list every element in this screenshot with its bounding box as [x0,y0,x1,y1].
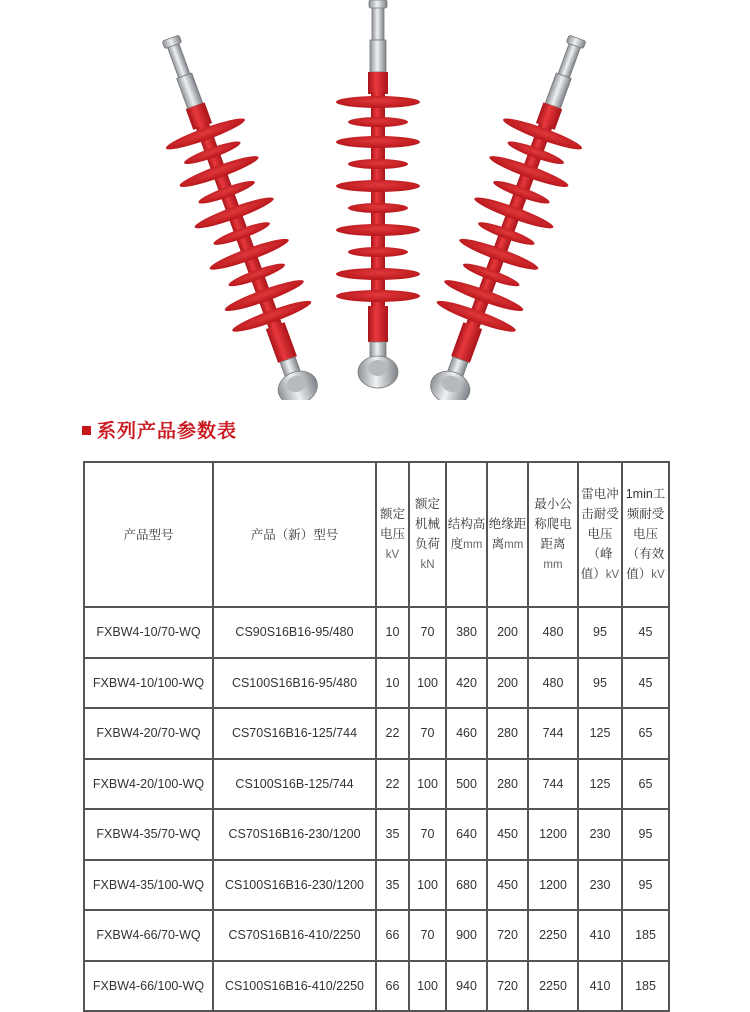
cell-rated-voltage: 22 [376,759,409,810]
col-header-lightning-voltage: 雷电冲击耐受电压（峰值）kV [578,462,622,607]
cell-insulation-distance: 450 [487,860,528,911]
cell-height: 900 [446,910,487,961]
cell-creepage: 2250 [528,961,578,1012]
cell-rated-voltage: 35 [376,860,409,911]
cell-lightning-voltage: 95 [578,658,622,709]
cell-new-model: CS100S16B16-230/1200 [213,860,376,911]
cell-insulation-distance: 450 [487,809,528,860]
col-header-mech-load: 额定机械负荷kN [409,462,446,607]
cell-model: FXBW4-10/70-WQ [84,607,213,658]
cell-new-model: CS100S16B16-95/480 [213,658,376,709]
heading-marker [82,426,91,435]
cell-height: 380 [446,607,487,658]
table-row [84,809,669,860]
col-header-rated-voltage: 额定电压 kV [376,462,409,607]
cell-power-freq-voltage: 45 [622,658,669,709]
cell-new-model: CS70S16B16-125/744 [213,708,376,759]
cell-power-freq-voltage: 95 [622,809,669,860]
table-row [84,607,669,658]
cell-height: 640 [446,809,487,860]
cell-model: FXBW4-20/100-WQ [84,759,213,810]
cell-mech-load: 100 [409,658,446,709]
cell-height: 680 [446,860,487,911]
cell-model: FXBW4-35/70-WQ [84,809,213,860]
cell-insulation-distance: 280 [487,708,528,759]
cell-rated-voltage: 35 [376,809,409,860]
cell-height: 500 [446,759,487,810]
section-title: 系列产品参数表 [97,419,238,442]
cell-power-freq-voltage: 185 [622,961,669,1012]
cell-height: 460 [446,708,487,759]
cell-mech-load: 100 [409,860,446,911]
cell-power-freq-voltage: 95 [622,860,669,911]
cell-rated-voltage: 22 [376,708,409,759]
cell-creepage: 744 [528,759,578,810]
cell-insulation-distance: 200 [487,658,528,709]
col-header-new-model: 产品（新）型号 [213,462,376,607]
cell-creepage: 2250 [528,910,578,961]
cell-new-model: CS100S16B-125/744 [213,759,376,810]
cell-power-freq-voltage: 45 [622,607,669,658]
table-row [84,759,669,810]
cell-model: FXBW4-10/100-WQ [84,658,213,709]
table-row [84,658,669,709]
cell-creepage: 480 [528,658,578,709]
cell-lightning-voltage: 230 [578,809,622,860]
cell-rated-voltage: 10 [376,658,409,709]
table-row [84,860,669,911]
cell-lightning-voltage: 410 [578,961,622,1012]
cell-creepage: 744 [528,708,578,759]
cell-rated-voltage: 10 [376,607,409,658]
section-heading [82,414,237,444]
table-header-row [84,462,669,607]
cell-power-freq-voltage: 65 [622,708,669,759]
cell-power-freq-voltage: 65 [622,759,669,810]
table-row [84,910,669,961]
cell-model: FXBW4-35/100-WQ [84,860,213,911]
col-header-insulation-distance: 绝缘距离mm [487,462,528,607]
table-row [84,961,669,1012]
cell-insulation-distance: 200 [487,607,528,658]
cell-rated-voltage: 66 [376,961,409,1012]
cell-creepage: 1200 [528,809,578,860]
cell-lightning-voltage: 95 [578,607,622,658]
cell-lightning-voltage: 410 [578,910,622,961]
table-body [84,607,669,1011]
cell-new-model: CS100S16B16-410/2250 [213,961,376,1012]
cell-mech-load: 70 [409,607,446,658]
cell-new-model: CS90S16B16-95/480 [213,607,376,658]
cell-insulation-distance: 280 [487,759,528,810]
cell-model: FXBW4-66/70-WQ [84,910,213,961]
cell-mech-load: 70 [409,910,446,961]
col-header-model: 产品型号 [84,462,213,607]
cell-creepage: 1200 [528,860,578,911]
cell-lightning-voltage: 125 [578,759,622,810]
product-photo-insulators [0,0,750,400]
cell-new-model: CS70S16B16-410/2250 [213,910,376,961]
col-header-creepage: 最小公称爬电距离 mm [528,462,578,607]
table-row [84,708,669,759]
cell-height: 420 [446,658,487,709]
cell-lightning-voltage: 230 [578,860,622,911]
cell-insulation-distance: 720 [487,910,528,961]
cell-mech-load: 70 [409,809,446,860]
cell-new-model: CS70S16B16-230/1200 [213,809,376,860]
cell-mech-load: 70 [409,708,446,759]
col-header-height: 结构高度mm [446,462,487,607]
cell-mech-load: 100 [409,961,446,1012]
cell-lightning-voltage: 125 [578,708,622,759]
cell-creepage: 480 [528,607,578,658]
cell-rated-voltage: 66 [376,910,409,961]
cell-model: FXBW4-20/70-WQ [84,708,213,759]
cell-model: FXBW4-66/100-WQ [84,961,213,1012]
col-header-power-freq-voltage: 1min工频耐受电压（有效值）kV [622,462,669,607]
cell-mech-load: 100 [409,759,446,810]
cell-height: 940 [446,961,487,1012]
cell-insulation-distance: 720 [487,961,528,1012]
spec-table [83,461,670,1012]
cell-power-freq-voltage: 185 [622,910,669,961]
